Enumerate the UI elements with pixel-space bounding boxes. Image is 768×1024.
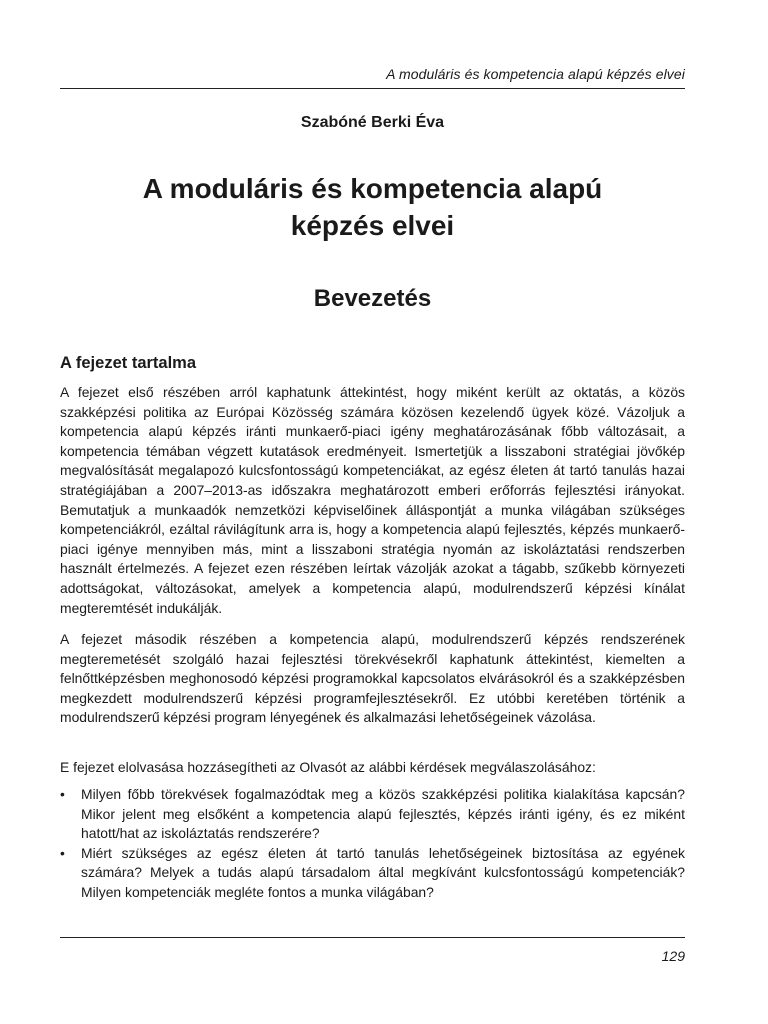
question-text: Milyen főbb törekvések fogalmazódtak meg a közös szakképzési politika kialakítása kapcsán? Mikor jelent meg elsőként a kompetencia alapú fejlesztés, képzés iránti igény, és ez miként hatott/hat az iskoláztatás rendszerére? [81, 786, 685, 842]
subsection-title: A fejezet tartalma [60, 354, 197, 372]
bullet-icon: • [60, 844, 65, 861]
bullet-icon: • [60, 786, 65, 802]
header-rule [60, 88, 685, 89]
footer-rule [60, 937, 685, 938]
chapter-title: A moduláris és kompetencia alapú képzés elvei [142, 173, 603, 241]
question-text: Miért szükséges az egész életen át tartó tanulás lehetőségeinek biztosítása az egyének számára? Melyek a tudás alapú társadalom által megkívánt kulcsfontosságú kompetenciák? Milyen kompetenciák megléte fontos a munka világában? [81, 844, 685, 900]
paragraph-2: A fejezet második részében a kompetencia alapú, modulrendszerű képzés rendszerének megteremetését szolgáló hazai fejlesztési törekvésekről kaphatunk áttekintést, kiemelten a felnőttképzésben meghonosodó képzési programokkal kapcsolatos elvárásokról és a szakképzésben megkezdett modulrendszerű képzési programfejlesztésekről. Ez utóbbi keretében történik a modulrendszerű képzési program lényegének és alkalmazási lehetőségeinek vázolása. [60, 631, 685, 726]
section-title: Bevezetés [313, 285, 432, 312]
running-header: A moduláris és kompetencia alapú képzés elvei [386, 66, 685, 82]
question-list [60, 785, 685, 903]
page-number: 129 [661, 948, 685, 964]
author-name: Szabóné Berki Éva [300, 114, 445, 131]
paragraph-3: E fejezet elolvasása hozzásegítheti az Olvasót az alábbi kérdések megválaszolásához: [60, 759, 596, 775]
question-item [60, 844, 685, 903]
paragraph-1: A fejezet első részében arról kaphatunk áttekintést, hogy miként került az oktatás, a közös szakképzési politika az Európai Közösség számára közösen kezelendő ügyek közé. Vázoljuk a kompetencia alapú képzés iránti munkaerő-piaci igény meghatározásának főbb változásait, a kompetencia témában végzett kutatások eredményeit. Ismertetjük a lisszaboni stratégiai jövőkép megvalósítását megalapozó kulcsfontosságú kompetenciákat, az egész életen át tartó tanulás hazai stratégiájában a 2007–2013-as időszakra meghatározott emberi erőforrás fejlesztési irányokat. Bemutatjuk a munkaadók nemzetközi képviselőinek álláspontját a munka világában szükséges kompetenciákról, ezáltal rávilágítunk arra is, hogy a kompetencia alapú fejlesztés, képzés munkaerő-piaci igénye mennyiben más, mint a lisszaboni stratégia nyomán az iskoláztatási rendszerben használt értelmezés. A fejezet ezen részében leírtak vázolják azokat a tágabb, szűkebb környezeti adottságokat, változásokat, amelyek a kompetencia alapú, modulrendszerű képzési kínálat megteremtését indukálják. [60, 384, 685, 616]
question-item [60, 785, 685, 844]
